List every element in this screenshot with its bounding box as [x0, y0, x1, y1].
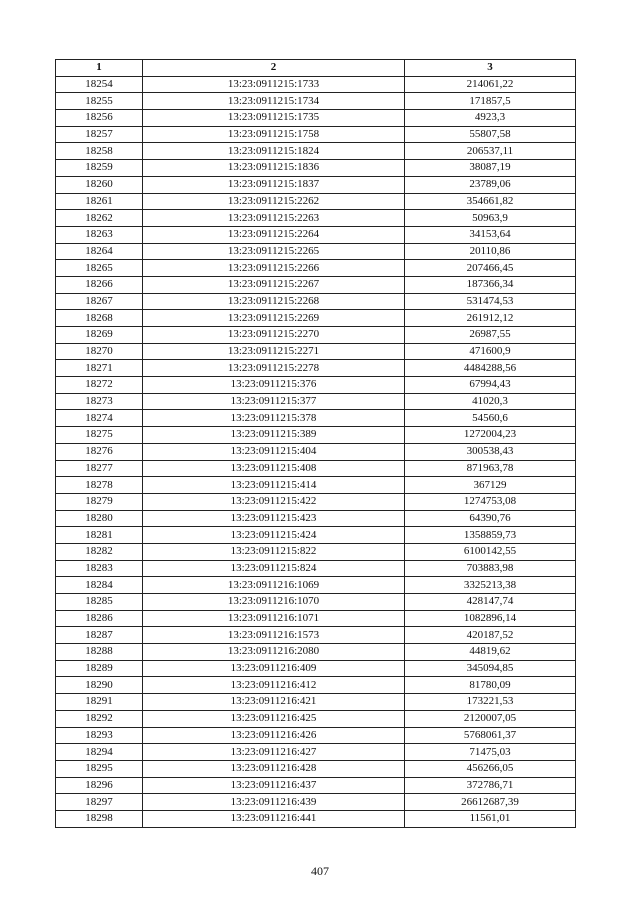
cadastral-number-cell: 13:23:0911215:422	[143, 493, 405, 510]
table-row	[56, 443, 576, 460]
value-cell: 173221,53	[405, 694, 576, 711]
value-cell: 5768061,37	[405, 727, 576, 744]
table-row	[56, 543, 576, 560]
table-row	[56, 510, 576, 527]
value-cell: 206537,11	[405, 143, 576, 160]
cadastral-number-cell: 13:23:0911216:421	[143, 694, 405, 711]
cadastral-number-cell: 13:23:0911215:824	[143, 560, 405, 577]
value-cell: 81780,09	[405, 677, 576, 694]
row-number-cell: 18267	[56, 293, 143, 310]
cadastral-number-cell: 13:23:0911215:2263	[143, 210, 405, 227]
value-cell: 55807,58	[405, 126, 576, 143]
table-row	[56, 393, 576, 410]
value-cell: 3325213,38	[405, 577, 576, 594]
table-row	[56, 226, 576, 243]
cadastral-number-cell: 13:23:0911215:2262	[143, 193, 405, 210]
table-row	[56, 176, 576, 193]
data-table	[55, 59, 576, 828]
value-cell: 214061,22	[405, 76, 576, 93]
table-row	[56, 410, 576, 427]
row-number-cell: 18274	[56, 410, 143, 427]
value-cell: 471600,9	[405, 343, 576, 360]
value-cell: 20110,86	[405, 243, 576, 260]
value-cell: 4923,3	[405, 110, 576, 127]
value-cell: 354661,82	[405, 193, 576, 210]
table-row	[56, 777, 576, 794]
table-row	[56, 93, 576, 110]
cadastral-number-cell: 13:23:0911215:423	[143, 510, 405, 527]
row-number-cell: 18292	[56, 710, 143, 727]
table-row	[56, 210, 576, 227]
row-number-cell: 18268	[56, 310, 143, 327]
cadastral-number-cell: 13:23:0911216:437	[143, 777, 405, 794]
cadastral-number-cell: 13:23:0911215:2264	[143, 226, 405, 243]
table-row	[56, 243, 576, 260]
cadastral-number-cell: 13:23:0911216:441	[143, 810, 405, 827]
value-cell: 1082896,14	[405, 610, 576, 627]
table-row	[56, 293, 576, 310]
value-cell: 64390,76	[405, 510, 576, 527]
value-cell: 171857,5	[405, 93, 576, 110]
row-number-cell: 18275	[56, 427, 143, 444]
cadastral-number-cell: 13:23:0911215:408	[143, 460, 405, 477]
row-number-cell: 18294	[56, 744, 143, 761]
cadastral-number-cell: 13:23:0911216:1069	[143, 577, 405, 594]
table-row	[56, 694, 576, 711]
row-number-cell: 18284	[56, 577, 143, 594]
table-row	[56, 627, 576, 644]
cadastral-number-cell: 13:23:0911215:1735	[143, 110, 405, 127]
cadastral-number-cell: 13:23:0911216:412	[143, 677, 405, 694]
row-number-cell: 18295	[56, 760, 143, 777]
cadastral-number-cell: 13:23:0911215:404	[143, 443, 405, 460]
row-number-cell: 18264	[56, 243, 143, 260]
table-row	[56, 193, 576, 210]
value-cell: 67994,43	[405, 377, 576, 394]
value-cell: 23789,06	[405, 176, 576, 193]
row-number-cell: 18276	[56, 443, 143, 460]
row-number-cell: 18273	[56, 393, 143, 410]
column-header-3: 3	[405, 60, 576, 77]
value-cell: 38087,19	[405, 160, 576, 177]
cadastral-number-cell: 13:23:0911216:2080	[143, 644, 405, 661]
value-cell: 1272004,23	[405, 427, 576, 444]
table-header-row	[56, 60, 576, 77]
row-number-cell: 18282	[56, 543, 143, 560]
cadastral-number-cell: 13:23:0911215:389	[143, 427, 405, 444]
cadastral-number-cell: 13:23:0911215:1824	[143, 143, 405, 160]
value-cell: 26987,55	[405, 327, 576, 344]
row-number-cell: 18280	[56, 510, 143, 527]
value-cell: 456266,05	[405, 760, 576, 777]
row-number-cell: 18291	[56, 694, 143, 711]
value-cell: 2120007,05	[405, 710, 576, 727]
cadastral-number-cell: 13:23:0911215:1836	[143, 160, 405, 177]
row-number-cell: 18270	[56, 343, 143, 360]
row-number-cell: 18281	[56, 527, 143, 544]
value-cell: 6100142,55	[405, 543, 576, 560]
cadastral-number-cell: 13:23:0911215:376	[143, 377, 405, 394]
value-cell: 1358859,73	[405, 527, 576, 544]
row-number-cell: 18297	[56, 794, 143, 811]
table-row	[56, 343, 576, 360]
value-cell: 207466,45	[405, 260, 576, 277]
table-row	[56, 427, 576, 444]
cadastral-number-cell: 13:23:0911215:2268	[143, 293, 405, 310]
value-cell: 871963,78	[405, 460, 576, 477]
row-number-cell: 18286	[56, 610, 143, 627]
cadastral-number-cell: 13:23:0911216:1573	[143, 627, 405, 644]
cadastral-number-cell: 13:23:0911216:439	[143, 794, 405, 811]
row-number-cell: 18266	[56, 276, 143, 293]
page-number: 407	[311, 864, 329, 878]
value-cell: 420187,52	[405, 627, 576, 644]
value-cell: 71475,03	[405, 744, 576, 761]
table-row	[56, 477, 576, 494]
row-number-cell: 18293	[56, 727, 143, 744]
cadastral-number-cell: 13:23:0911215:378	[143, 410, 405, 427]
table-row	[56, 710, 576, 727]
table-row	[56, 377, 576, 394]
row-number-cell: 18256	[56, 110, 143, 127]
cadastral-number-cell: 13:23:0911216:428	[143, 760, 405, 777]
table-row	[56, 493, 576, 510]
row-number-cell: 18259	[56, 160, 143, 177]
row-number-cell: 18255	[56, 93, 143, 110]
cadastral-number-cell: 13:23:0911215:2278	[143, 360, 405, 377]
table-row	[56, 644, 576, 661]
value-cell: 41020,3	[405, 393, 576, 410]
value-cell: 54560,6	[405, 410, 576, 427]
table-row	[56, 594, 576, 611]
cadastral-number-cell: 13:23:0911215:2265	[143, 243, 405, 260]
row-number-cell: 18271	[56, 360, 143, 377]
row-number-cell: 18288	[56, 644, 143, 661]
row-number-cell: 18279	[56, 493, 143, 510]
cadastral-number-cell: 13:23:0911215:2267	[143, 276, 405, 293]
cadastral-number-cell: 13:23:0911215:1758	[143, 126, 405, 143]
value-cell: 372786,71	[405, 777, 576, 794]
table-row	[56, 577, 576, 594]
cadastral-number-cell: 13:23:0911215:424	[143, 527, 405, 544]
cadastral-number-cell: 13:23:0911216:425	[143, 710, 405, 727]
cadastral-number-cell: 13:23:0911215:2269	[143, 310, 405, 327]
value-cell: 345094,85	[405, 660, 576, 677]
table-row	[56, 460, 576, 477]
table-row	[56, 660, 576, 677]
row-number-cell: 18278	[56, 477, 143, 494]
value-cell: 50963,9	[405, 210, 576, 227]
row-number-cell: 18289	[56, 660, 143, 677]
table-row	[56, 143, 576, 160]
column-header-1: 1	[56, 60, 143, 77]
row-number-cell: 18257	[56, 126, 143, 143]
cadastral-number-cell: 13:23:0911216:426	[143, 727, 405, 744]
cadastral-number-cell: 13:23:0911215:2270	[143, 327, 405, 344]
table-row	[56, 760, 576, 777]
row-number-cell: 18285	[56, 594, 143, 611]
table-row	[56, 727, 576, 744]
table-row	[56, 810, 576, 827]
value-cell: 531474,53	[405, 293, 576, 310]
cadastral-number-cell: 13:23:0911216:1071	[143, 610, 405, 627]
row-number-cell: 18287	[56, 627, 143, 644]
row-number-cell: 18296	[56, 777, 143, 794]
row-number-cell: 18269	[56, 327, 143, 344]
row-number-cell: 18277	[56, 460, 143, 477]
value-cell: 261912,12	[405, 310, 576, 327]
column-header-2: 2	[143, 60, 405, 77]
value-cell: 300538,43	[405, 443, 576, 460]
table-row	[56, 310, 576, 327]
table-row	[56, 260, 576, 277]
table-row	[56, 160, 576, 177]
table-row	[56, 76, 576, 93]
table-row	[56, 126, 576, 143]
table-row	[56, 527, 576, 544]
value-cell: 44819,62	[405, 644, 576, 661]
value-cell: 187366,34	[405, 276, 576, 293]
table-row	[56, 610, 576, 627]
row-number-cell: 18283	[56, 560, 143, 577]
table-row	[56, 327, 576, 344]
cadastral-number-cell: 13:23:0911215:2266	[143, 260, 405, 277]
row-number-cell: 18298	[56, 810, 143, 827]
row-number-cell: 18272	[56, 377, 143, 394]
row-number-cell: 18258	[56, 143, 143, 160]
table-row	[56, 794, 576, 811]
cadastral-number-cell: 13:23:0911216:409	[143, 660, 405, 677]
table-row	[56, 677, 576, 694]
cadastral-number-cell: 13:23:0911215:1733	[143, 76, 405, 93]
table-row	[56, 560, 576, 577]
cadastral-number-cell: 13:23:0911215:1837	[143, 176, 405, 193]
table-row	[56, 360, 576, 377]
row-number-cell: 18265	[56, 260, 143, 277]
value-cell: 11561,01	[405, 810, 576, 827]
table-row	[56, 276, 576, 293]
table-row	[56, 744, 576, 761]
cadastral-number-cell: 13:23:0911216:1070	[143, 594, 405, 611]
cadastral-number-cell: 13:23:0911215:1734	[143, 93, 405, 110]
table-body	[56, 76, 576, 827]
value-cell: 1274753,08	[405, 493, 576, 510]
value-cell: 34153,64	[405, 226, 576, 243]
row-number-cell: 18260	[56, 176, 143, 193]
value-cell: 703883,98	[405, 560, 576, 577]
row-number-cell: 18254	[56, 76, 143, 93]
row-number-cell: 18261	[56, 193, 143, 210]
value-cell: 367129	[405, 477, 576, 494]
table-row	[56, 110, 576, 127]
row-number-cell: 18290	[56, 677, 143, 694]
value-cell: 428147,74	[405, 594, 576, 611]
cadastral-number-cell: 13:23:0911215:822	[143, 543, 405, 560]
value-cell: 4484288,56	[405, 360, 576, 377]
cadastral-number-cell: 13:23:0911216:427	[143, 744, 405, 761]
cadastral-number-cell: 13:23:0911215:2271	[143, 343, 405, 360]
cadastral-number-cell: 13:23:0911215:414	[143, 477, 405, 494]
row-number-cell: 18263	[56, 226, 143, 243]
row-number-cell: 18262	[56, 210, 143, 227]
value-cell: 26612687,39	[405, 794, 576, 811]
cadastral-number-cell: 13:23:0911215:377	[143, 393, 405, 410]
